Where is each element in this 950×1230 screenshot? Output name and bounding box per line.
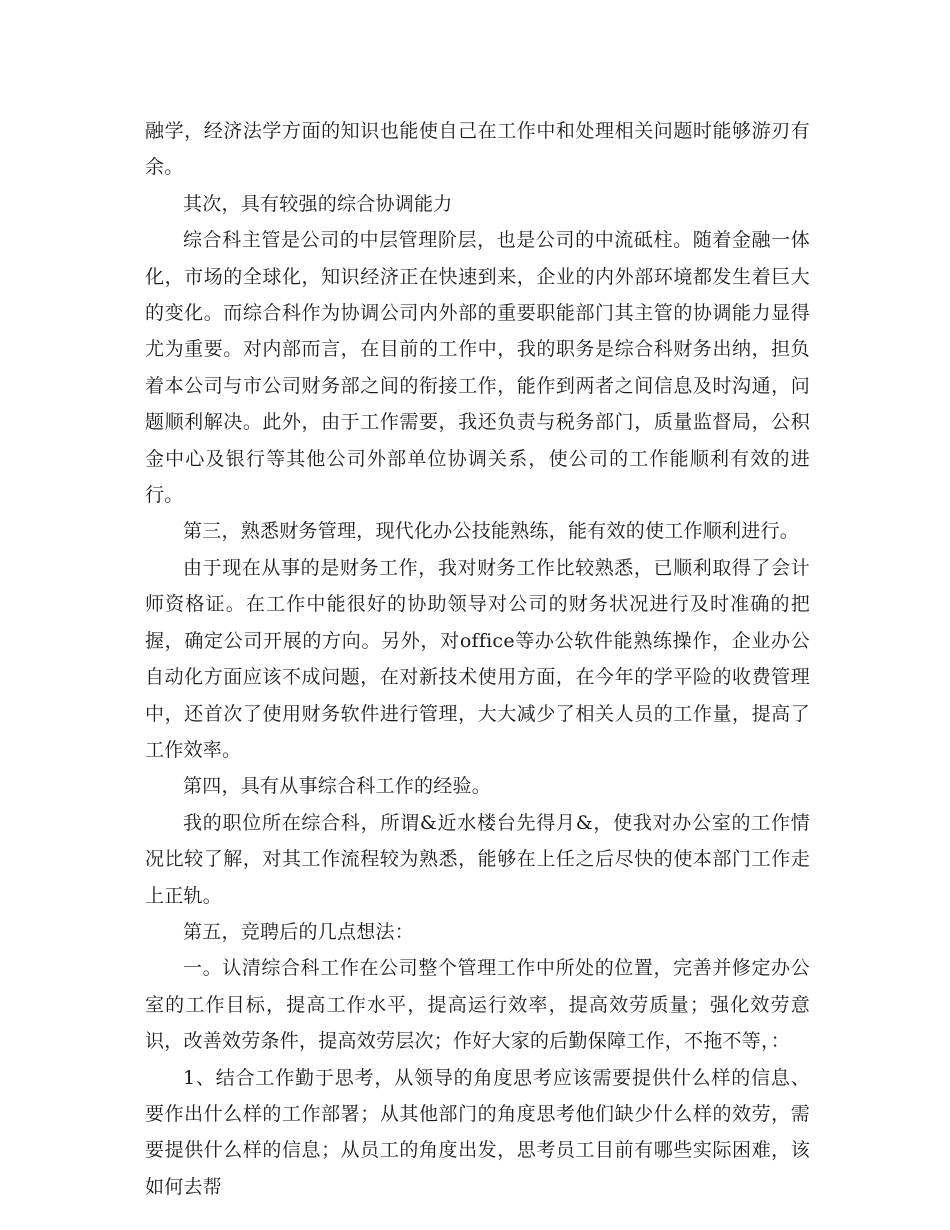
paragraph: 一。认清综合科工作在公司整个管理工作中所处的位置，完善并修定办公室的工作目标，提高工作水平，提高运行效率，提高效劳质量；强化效劳意识，改善效劳条件，提高效劳层次；作好大家的后勤保障工作，不拖不等，： bbox=[145, 957, 810, 1053]
paragraph: 融学，经济法学方面的知识也能使自己在工作中和处理相关问题时能够游刃有余。 bbox=[145, 120, 810, 179]
paragraph: 由于现在从事的是财务工作，我对财务工作比较熟悉，已顺利取得了会计师资格证。在工作中能很好的协助领导对公司的财务状况进行及时准确的把握，确定公司开展的方向。另外，对office等办公软件能熟练操作，企业办公自动化方面应该不成问题，在对新技术使用方面，在今年的学平险的收费管理中，还首次了使用财务软件进行管理，大大减少了相关人员的工作量，提高了工作效率。 bbox=[145, 556, 810, 761]
paragraph: 综合科主管是公司的中层管理阶层，也是公司的中流砥柱。随着金融一体化，市场的全球化，知识经济正在快速到来，企业的内外部环境都发生着巨大的变化。而综合科作为协调公司内外部的重要职能部门其主管的协调能力显得尤为重要。对内部而言，在目前的工作中，我的职务是综合科财务出纳，担负着本公司与市公司财务部之间的衔接工作，能作到两者之间信息及时沟通，问题顺利解决。此外，由于工作需要，我还负责与税务部门，质量监督局，公积金中心及银行等其他公司外部单位协调关系，使公司的工作能顺利有效的进行。 bbox=[145, 229, 810, 507]
document-body bbox=[145, 113, 810, 1205]
paragraph: 其次，具有较强的综合协调能力 bbox=[183, 192, 453, 215]
paragraph: 第五，竞聘后的几点想法： bbox=[183, 920, 415, 943]
paragraph: 第三，熟悉财务管理，现代化办公技能熟练，能有效的使工作顺利进行。 bbox=[183, 520, 800, 543]
paragraph: 第四，具有从事综合科工作的经验。 bbox=[183, 775, 492, 798]
paragraph: 1、结合工作勤于思考，从领导的角度思考应该需要提供什么样的信息、要作出什么样的工作部署；从其他部门的角度思考他们缺少什么样的效劳，需要提供什么样的信息；从员工的角度出发，思考员工目前有哪些实际困难，该如何去帮 bbox=[145, 1066, 810, 1198]
paragraph: 我的职位所在综合科，所谓&近水楼台先得月&，使我对办公室的工作情况比较了解，对其工作流程较为熟悉，能够在上任之后尽快的使本部门工作走上正轨。 bbox=[145, 811, 810, 907]
